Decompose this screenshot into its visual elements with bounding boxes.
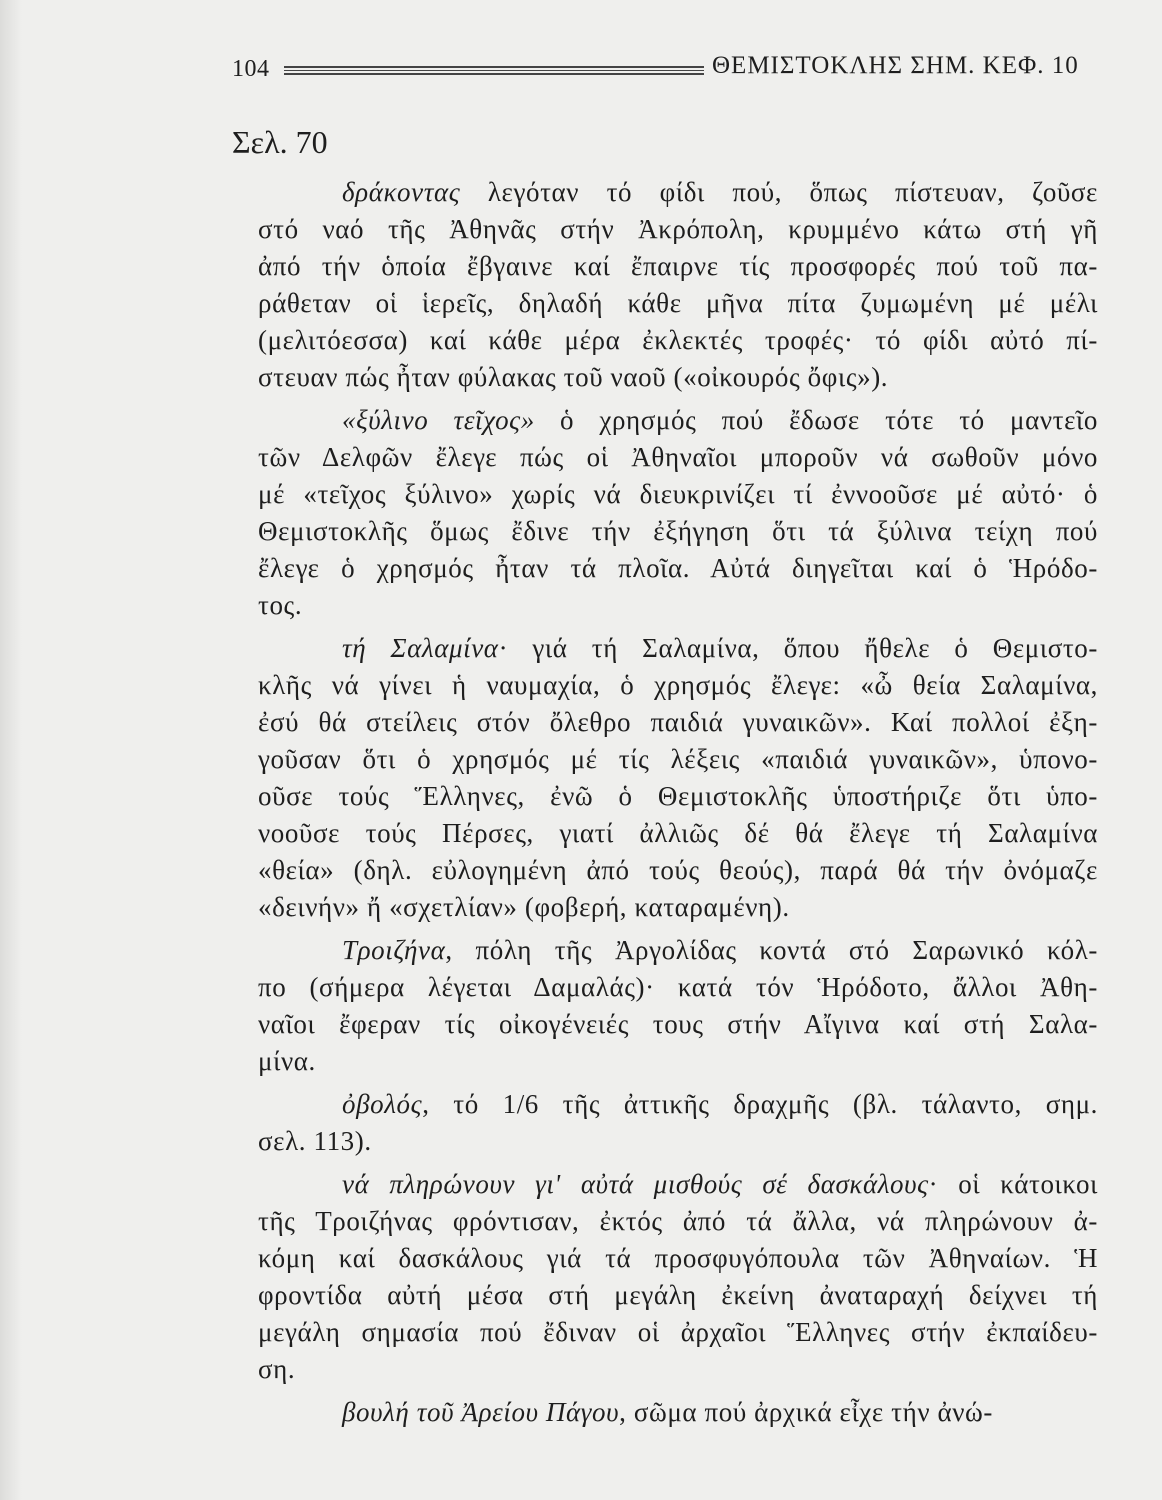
entry-line: οῦσε τούς Ἕλληνες, ἐνῶ ὁ Θεμιστοκλῆς ὑποστήριζε ὅτι ὑπο- <box>258 781 1098 811</box>
entry-text: · οἱ κάτοικοι <box>928 1169 1098 1199</box>
section-heading: Σελ. 70 <box>232 124 328 160</box>
entry-text: ὁ χρησμός πού ἔδωσε τότε τό μαντεῖο <box>534 405 1098 435</box>
entry-line: στό ναό τῆς Ἀθηνᾶς στήν Ἀκρόπολη, κρυμμένο κάτω στή γῆ <box>258 214 1098 244</box>
entry-line: σελ. 113). <box>258 1126 372 1156</box>
entry-line: ράθεταν οἱ ἱερεῖς, δηλαδή κάθε μῆνα πίτα ζυμωμένη μέ μέλι <box>258 288 1098 318</box>
glossary-entry <box>258 1086 1098 1160</box>
entry-line: «θεία» (δηλ. εὐλογημένη ἀπό τούς θεούς), παρά θά τήν ὀνόμαζε <box>258 855 1098 885</box>
entry-line: γοῦσαν ὅτι ὁ χρησμός μέ τίς λέξεις «παιδιά γυναικῶν», ὑπονο- <box>258 744 1098 774</box>
entry-term: Τροιζήνα <box>342 935 446 965</box>
entry-text: λεγόταν τό φίδι πού, ὅπως πίστευαν, ζοῦσε <box>460 177 1098 207</box>
entry-term: τή Σαλαμίνα <box>342 633 499 663</box>
entry-line: μέ «τεῖχος ξύλινο» χωρίς νά διευκρινίζει τί ἐννοοῦσε μέ αὐτό· ὁ <box>258 479 1098 509</box>
entry-line: ἔλεγε ὁ χρησμός ἦταν τά πλοῖα. Αὐτά διηγεῖται καί ὁ Ἡρόδο- <box>258 553 1098 583</box>
running-head: ΘΕΜΙΣΤΟΚΛΗΣ ΣΗΜ. ΚΕΦ. 10 <box>712 52 1079 79</box>
entry-line: ση. <box>258 1354 296 1384</box>
body-text <box>258 174 1098 1437</box>
entry-term: ὀβολός <box>342 1089 423 1119</box>
entry-line: πο (σήμερα λέγεται Δαμαλάς)· κατά τόν Ἡρόδοτο, ἄλλοι Ἀθη- <box>258 972 1098 1002</box>
entry-line: κόμη καί δασκάλους γιά τά προσφυγόπουλα τῶν Ἀθηναίων. Ἡ <box>258 1243 1098 1273</box>
entry-line: τος. <box>258 590 303 620</box>
entry-first-line <box>258 402 1098 439</box>
entry-line: στευαν πώς ἦταν φύλακας τοῦ ναοῦ («οἰκουρός ὄφις»). <box>258 362 889 392</box>
entry-first-line <box>258 1394 1098 1431</box>
entry-line: «δεινήν» ἤ «σχετλίαν» (φοβερή, καταραμένη). <box>258 892 790 922</box>
entry-first-line <box>258 932 1098 969</box>
entry-line: ἀπό τήν ὁποία ἔβγαινε καί ἔπαιρνε τίς προσφορές πού τοῦ πα- <box>258 251 1098 281</box>
entry-line: τῆς Τροιζήνας φρόντισαν, ἐκτός ἀπό τά ἄλλα, νά πληρώνουν ἀ- <box>258 1206 1098 1236</box>
entry-first-line <box>258 630 1098 667</box>
entry-line: φροντίδα αὐτή μέσα στή μεγάλη ἐκείνη ἀναταραχή δείχνει τή <box>258 1280 1098 1310</box>
header-rule <box>284 66 704 78</box>
entry-line: (μελιτόεσσα) καί κάθε μέρα ἐκλεκτές τροφές· τό φίδι αὐτό πί- <box>258 325 1098 355</box>
glossary-entry <box>258 630 1098 926</box>
entry-text: · γιά τή Σαλαμίνα, ὅπου ἤθελε ὁ Θεμιστο- <box>498 633 1098 663</box>
entry-text: , σῶμα πού ἀρχικά εἶχε τήν ἀνώ- <box>619 1397 994 1427</box>
entry-first-line <box>258 174 1098 211</box>
page-header <box>232 52 1092 92</box>
entry-term: «ξύλινο τεῖχος» <box>342 405 535 435</box>
glossary-entry <box>258 1394 1098 1431</box>
glossary-entry <box>258 174 1098 396</box>
glossary-entry <box>258 1166 1098 1388</box>
entry-spacer <box>258 1431 1098 1437</box>
glossary-entry <box>258 932 1098 1080</box>
entry-line: ἐσύ θά στείλεις στόν ὄλεθρο παιδιά γυναικῶν». Καί πολλοί ἐξη- <box>258 707 1098 737</box>
entry-term: βουλή τοῦ Ἀρείου Πάγου <box>342 1397 620 1427</box>
entry-text: , πόλη τῆς Ἀργολίδας κοντά στό Σαρωνικό κόλ- <box>445 935 1098 965</box>
entry-first-line <box>258 1086 1098 1123</box>
entry-first-line <box>258 1166 1098 1203</box>
page-number: 104 <box>232 56 270 82</box>
entry-text: , τό 1/6 τῆς ἀττικῆς δραχμῆς (βλ. τάλαντο, σημ. <box>422 1089 1098 1119</box>
glossary-entry <box>258 402 1098 624</box>
entry-line: ναῖοι ἔφεραν τίς οἰκογένειές τους στήν Αἴγινα καί στή Σαλα- <box>258 1009 1098 1039</box>
entry-line: κλῆς νά γίνει ἡ ναυμαχία, ὁ χρησμός ἔλεγε: «ὦ θεία Σαλαμίνα, <box>258 670 1098 700</box>
entry-line: νοοῦσε τούς Πέρσες, γιατί ἀλλιῶς δέ θά ἔλεγε τή Σαλαμίνα <box>258 818 1098 848</box>
entry-line: τῶν Δελφῶν ἔλεγε πώς οἱ Ἀθηναῖοι μποροῦν νά σωθοῦν μόνο <box>258 442 1098 472</box>
entry-line: μεγάλη σημασία πού ἔδιναν οἱ ἀρχαῖοι Ἕλληνες στήν ἐκπαίδευ- <box>258 1317 1098 1347</box>
entry-term: νά πληρώνουν γι' αὐτά μισθούς σέ δασκάλους <box>342 1169 929 1199</box>
entry-term: δράκοντας <box>342 177 461 207</box>
page-edge-shadow <box>0 0 22 1500</box>
entry-line: Θεμιστοκλῆς ὅμως ἔδινε τήν ἐξήγηση ὅτι τά ξύλινα τείχη πού <box>258 516 1098 546</box>
entry-line: μίνα. <box>258 1046 316 1076</box>
